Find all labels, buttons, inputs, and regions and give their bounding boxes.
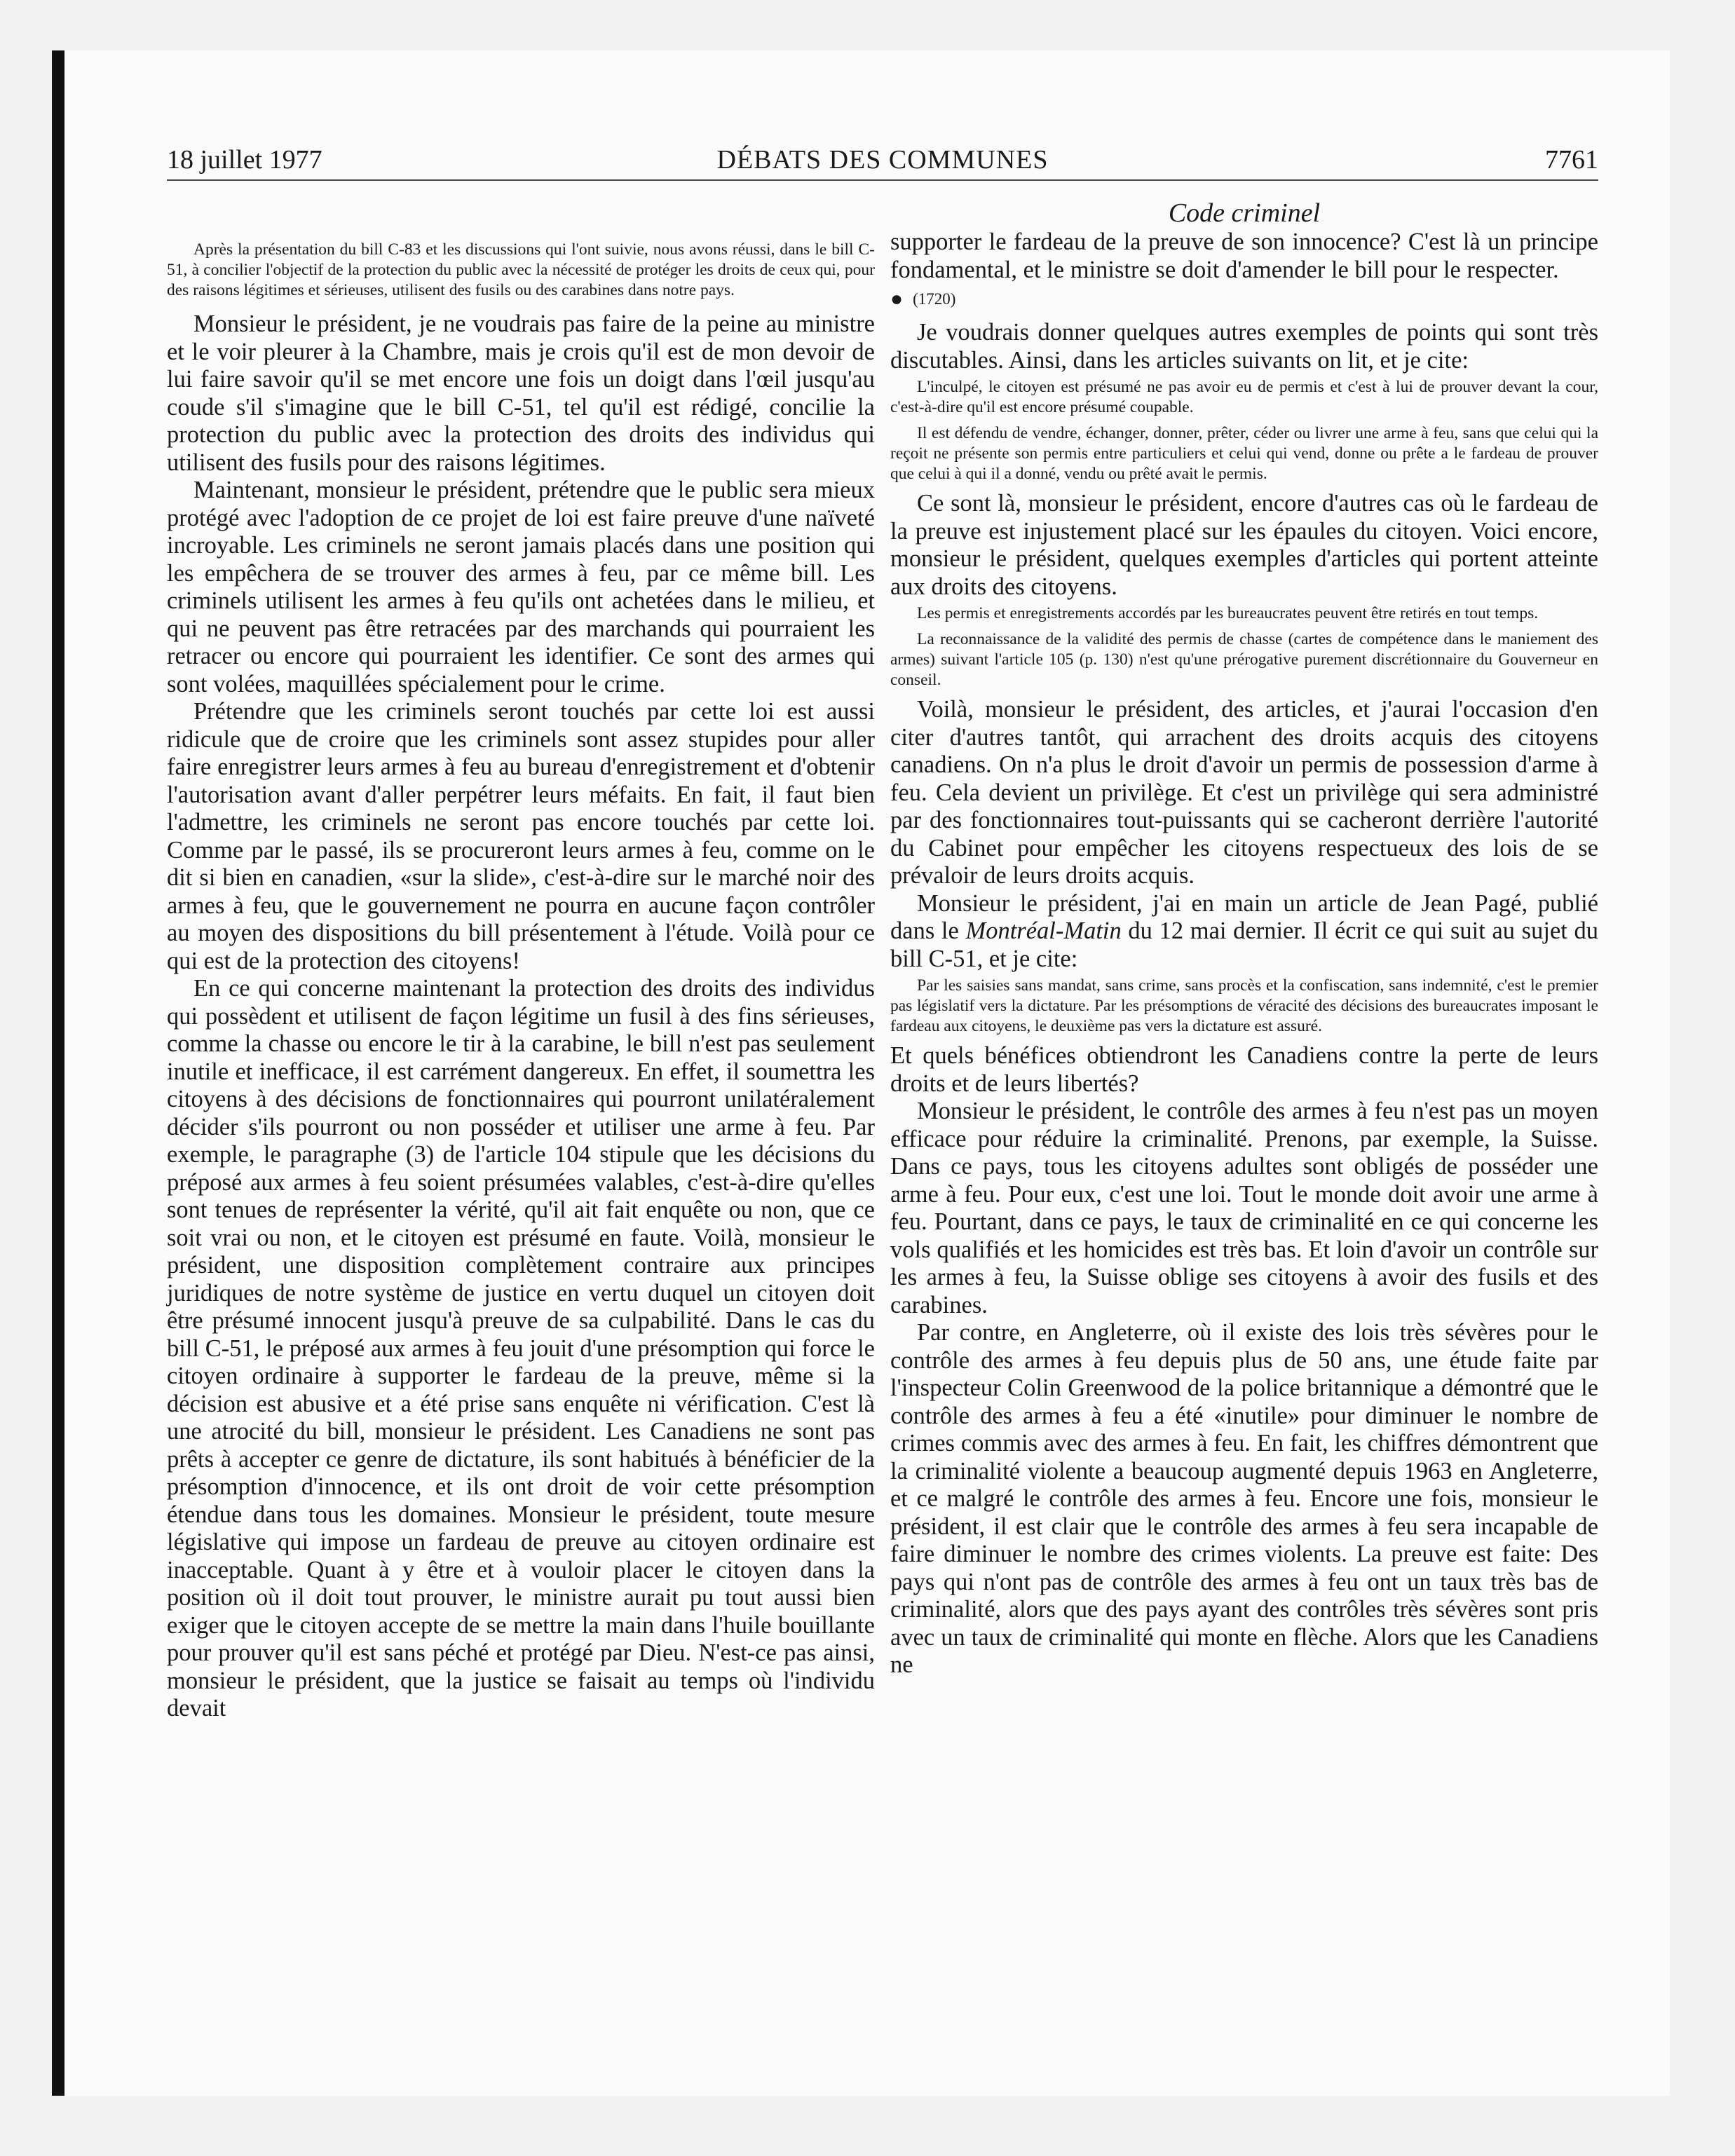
- paragraph-text: Monsieur le président, j'ai en main un article de Jean Pagé, publié dans le: [890, 889, 1598, 944]
- block-quote: Par les saisies sans mandat, sans crime, sans procès et la confiscation, sans indemnité, c'est le premier pas législatif vers la dictature. Par les présomptions de véracité des décisions des bureaucrates imposant le fardeau aux citoyens, le deuxième pas vers la dictature est assuré.: [890, 976, 1598, 1035]
- header-title: DÉBATS DES COMMUNES: [716, 145, 1049, 175]
- paragraph: Ce sont là, monsieur le président, encore d'autres cas où le fardeau de la preuve est injustement placé sur les épaules du citoyen. Voici encore, monsieur le président, quelques exemples d'articles qui portent atteinte aux droits des citoyens.: [890, 490, 1598, 600]
- paragraph: Monsieur le président, le contrôle des armes à feu n'est pas un moyen efficace pour réduire la criminalité. Prenons, par exemple, la Suisse. Dans ce pays, tous les citoyens adultes sont obligés de posséder une arme à feu. Pour eux, c'est une loi. Tout le monde doit avoir une arme à feu. Pourtant, dans ce pays, le taux de criminalité en ce qui concerne les vols qualifiés et les homicides est très bas. Et loin d'avoir un contrôle sur les armes à feu, la Suisse oblige ses citoyens à avoir des fusils et des carabines.: [890, 1098, 1598, 1318]
- bullet-icon: ●: [890, 287, 904, 311]
- block-quote: La reconnaissance de la validité des permis de chasse (cartes de compétence dans le maniement des armes) suivant l'article 105 (p. 130) n'est qu'une prérogative purement discrétionnaire du Gouverneur en conseil.: [890, 630, 1598, 689]
- scan-edge-shadow: [52, 50, 64, 2096]
- left-column: [167, 198, 875, 1723]
- newspaper-name: Montréal-Matin: [965, 917, 1122, 944]
- paragraph: Maintenant, monsieur le président, prétendre que le public sera mieux protégé avec l'adoption de ce projet de loi est faire preuve d'une naïveté incroyable. Les criminels ne seront jamais placés dans une position qui les empêchera de se trouver des armes à feu, par ce même bill. Les criminels utilisent les armes à feu qu'ils ont achetées dans le milieu, et qui ne peuvent pas être retracées par des marchands qui pourraient les retracer ou encore qui pourraient les identifier. Ce sont des armes qui sont volées, maquillées spécialement pour le crime.: [167, 477, 875, 697]
- page-header: [167, 140, 1598, 181]
- timestamp-text: (1720): [913, 290, 956, 308]
- block-quote: Les permis et enregistrements accordés par les bureaucrates peuvent être retirés en tout temps.: [917, 604, 1539, 622]
- paragraph: Monsieur le président, je ne voudrais pas faire de la peine au ministre et le voir pleurer à la Chambre, mais je crois qu'il est de mon devoir de lui faire savoir qu'il se met encore une fois un doigt dans l'œil jusqu'au coude s'il s'imagine que le bill C-51, tel qu'il est rédigé, concilie la protection du public avec la protection des droits des individus qui utilisent des fusils pour des raisons légitimes.: [167, 311, 875, 476]
- paragraph: Voilà, monsieur le président, des articles, et j'aurai l'occasion d'en citer d'autres tantôt, qui arrachent des droits acquis des citoyens canadiens. On n'a plus le droit d'avoir un permis de possession d'arme à feu. Cela devient un privilège. Et c'est un privilège qui sera administré par des fonctionnaires tout-puissants qui se cacheront derrière l'autorité du Cabinet pour empêcher les citoyens respectueux des lois de se prévaloir de leurs droits acquis.: [890, 696, 1598, 889]
- paragraph: Je voudrais donner quelques autres exemples de points qui sont très discutables. Ainsi, dans les articles suivants on lit, et je cite:: [890, 319, 1598, 374]
- section-title: Code criminel: [1168, 198, 1321, 228]
- paragraph: En ce qui concerne maintenant la protection des droits des individus qui possèdent et utilisent de façon légitime un fusil à des fins sérieuses, comme la chasse ou encore le tir à la carabine, le bill n'est pas seulement inutile et inefficace, il est carrément dangereux. En effet, il soumettra les citoyens à des décisions de fonctionnaires qui pourront unilatéralement décider s'ils pourront ou non posséder et utiliser une arme à feu. Par exemple, le paragraphe (3) de l'article 104 stipule que les décisions du préposé aux armes à feu soient présumées valables, c'est-à-dire qu'elles sont tenues de représenter la vérité, qu'il ait fait enquête ou non, que ce soit vrai ou non, et le citoyen est présumé en faute. Voilà, monsieur le président, une disposition complètement contraire aux principes juridiques de notre système de justice en vertu duquel un citoyen doit être présumé innocent jusqu'à preuve de sa culpabilité. Dans le cas du bill C-51, le préposé aux armes à feu jouit d'une présomption qui force le citoyen ordinaire à supporter le fardeau de la preuve, même si la décision est abusive et a été prise sans enquête ni vérification. C'est là une atrocité du bill, monsieur le président. Les Canadiens ne sont pas prêts à accepter ce genre de dictature, ils sont habitués à bénéficier de la présomption d'innocence, et ils ont droit de voir cette présomption étendue dans tous les domaines. Monsieur le président, toute mesure législative qui impose un fardeau de preuve au citoyen ordinaire est inacceptable. Quant à y être et à vouloir placer le citoyen dans la position où il doit tout prouver, le ministre aurait pu tout aussi bien exiger que le citoyen accepte de se mettre la main dans l'huile bouillante pour prouver qu'il est sans péché et protégé par Dieu. N'est-ce pas ainsi, monsieur le président, que la justice se faisait au temps où l'individu devait: [167, 975, 875, 1721]
- paragraph-continuation: supporter le fardeau de la preuve de son innocence? C'est là un principe fondamental, et le ministre se doit d'amender le bill pour le respecter.: [890, 228, 1598, 283]
- page-number: 7761: [1545, 145, 1598, 175]
- block-quote: Il est défendu de vendre, échanger, donner, prêter, céder ou livrer une arme à feu, sans que celui qui la reçoit ne présente son permis entre particuliers et celui qui vend, donne ou prête a le fardeau de prouver que celui à qui il a donné, vendu ou prêté avait le permis.: [890, 424, 1598, 483]
- right-column: [890, 198, 1598, 1679]
- paragraph: Et quels bénéfices obtiendront les Canadiens contre la perte de leurs droits et de leurs libertés?: [890, 1042, 1598, 1097]
- paragraph: Prétendre que les criminels seront touchés par cette loi est aussi ridicule que de croire que les criminels sont assez stupides pour aller faire enregistrer leurs armes à feu au bureau d'enregistrement et d'obtenir l'autorisation avant d'aller perpétrer leurs méfaits. En fait, il faut bien l'admettre, les criminels ne seront pas encore touchés par cette loi. Comme par le passé, ils se procureront leurs armes à feu, comme on le dit si bien en canadien, «sur la slide», c'est-à-dire sur le marché noir des armes à feu, que le gouvernement ne pourra en aucune façon contrôler au moyen des dispositions du bill présentement à l'étude. Voilà pour ce qui est de la protection des citoyens!: [167, 698, 875, 974]
- paragraph: [890, 890, 1598, 974]
- paragraph-text: du 12 mai dernier. Il écrit ce qui suit au sujet du bill C-51, et je cite:: [890, 917, 1599, 972]
- timestamp: [890, 285, 1598, 315]
- paragraph: Par contre, en Angleterre, où il existe des lois très sévères pour le contrôle des armes à feu depuis plus de 50 ans, une étude faite par l'inspecteur Colin Greenwood de la police britannique a démontré que le contrôle des armes à feu a été «inutile» pour diminuer le nombre de crimes commis avec des armes à feu. En fait, les chiffres démontrent que la criminalité violente a beaucoup augmenté depuis 1963 en Angleterre, et ce malgré le contrôle des armes à feu. Encore une fois, monsieur le président, il est clair que le contrôle des armes à feu sera incapable de faire diminuer le nombre des crimes violents. La preuve est faite: Des pays qui n'ont pas de contrôle des armes à feu ont un taux très bas de criminalité, alors que des pays ayant des contrôles très sévères sont pris avec un taux de criminalité qui monte en flèche. Alors que les Canadiens ne: [890, 1319, 1598, 1678]
- block-quote: L'inculpé, le citoyen est présumé ne pas avoir eu de permis et c'est à lui de prouver devant la cour, c'est-à-dire qu'il est encore présumé coupable.: [890, 378, 1598, 416]
- header-date: 18 juillet 1977: [167, 145, 322, 175]
- intro-quote: Après la présentation du bill C-83 et les discussions qui l'ont suivie, nous avons réussi, dans le bill C-51, à concilier l'objectif de la protection du public avec la nécessité de protéger les droits de ceux qui, pour des raisons légitimes et sérieuses, utilisent des fusils ou des carabines dans notre pays.: [167, 240, 875, 299]
